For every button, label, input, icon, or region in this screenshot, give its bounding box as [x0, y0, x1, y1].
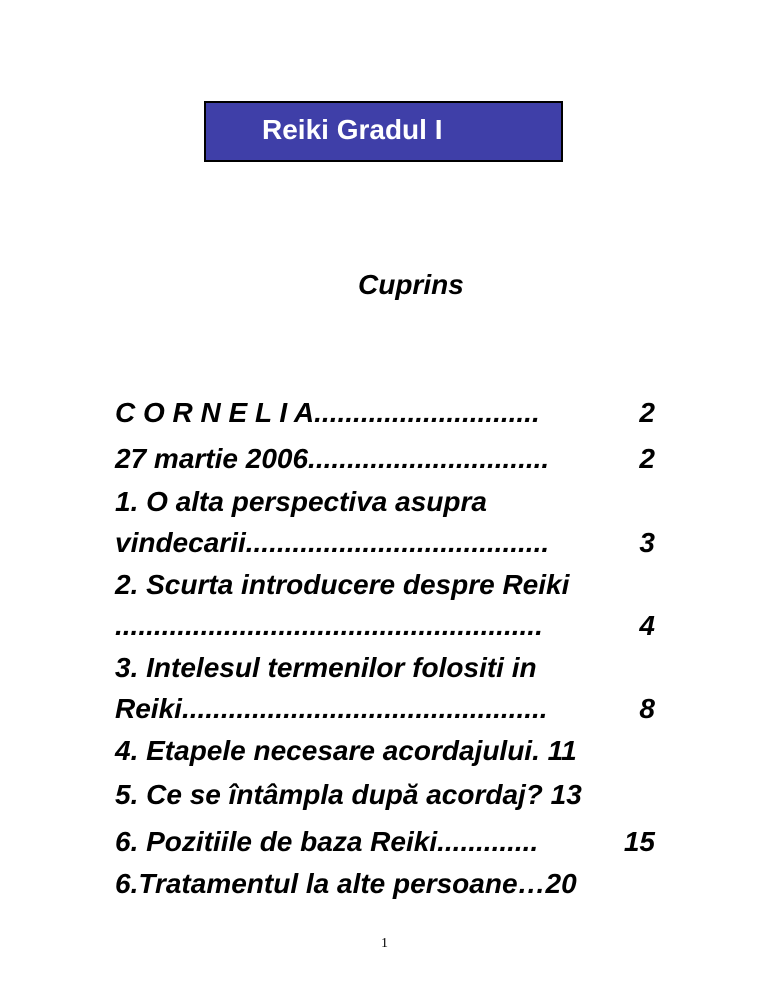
page-number: 1: [381, 936, 388, 951]
toc-entry-title: Reiki: [115, 693, 182, 724]
toc-entry-page: 2: [639, 443, 655, 474]
toc-entry: [115, 689, 655, 729]
toc-entry: [115, 775, 582, 815]
toc-entry-page: 8: [639, 693, 655, 724]
toc-entry-title: 1. O alta perspectiva asupra: [115, 486, 487, 517]
toc-entry-page: 2: [639, 397, 655, 428]
toc-entry: [115, 606, 655, 646]
toc-entry-page: 3: [639, 527, 655, 558]
toc-entry: [115, 864, 577, 904]
toc-entry: [115, 565, 569, 605]
document-title: Reiki Gradul I: [262, 114, 443, 145]
toc-heading: Cuprins: [358, 269, 464, 300]
toc-dot-leader: .......................................................: [115, 610, 543, 641]
toc-entry: [115, 523, 655, 563]
toc-entry: [115, 648, 537, 688]
toc-entry-title: 2. Scurta introducere despre Reiki: [115, 569, 570, 600]
toc-dot-leader: ...............................................: [181, 693, 548, 724]
toc-entry-title: 27 martie 2006: [115, 443, 309, 474]
toc-entry-title: 3. Intelesul termenilor folositi in: [115, 652, 537, 683]
toc-dot-leader: .............: [437, 826, 539, 857]
toc-entry: [115, 482, 487, 522]
toc-entry-page: 4: [639, 610, 655, 641]
toc-entry: [115, 822, 655, 862]
toc-entry: [115, 393, 655, 433]
toc-entry-title: 6.Tratamentul la alte persoane…20: [115, 868, 577, 899]
toc-entry-title: 5. Ce se întâmpla după acordaj? 13: [115, 779, 582, 810]
toc-entry-title: 4. Etapele necesare acordajului. 11: [115, 735, 577, 766]
toc-entry-title: vindecarii: [115, 527, 246, 558]
toc-entry-title: C O R N E L I A: [115, 397, 315, 428]
toc-dot-leader: .............................: [314, 397, 540, 428]
toc-entry-page: 15: [623, 826, 655, 857]
toc-entry: [115, 439, 655, 479]
toc-entry-title: 6. Pozitiile de baza Reiki: [115, 826, 438, 857]
toc-dot-leader: .......................................: [245, 527, 550, 558]
toc-dot-leader: ...............................: [308, 443, 550, 474]
title-box: [204, 101, 563, 162]
toc-entry: [115, 731, 577, 771]
